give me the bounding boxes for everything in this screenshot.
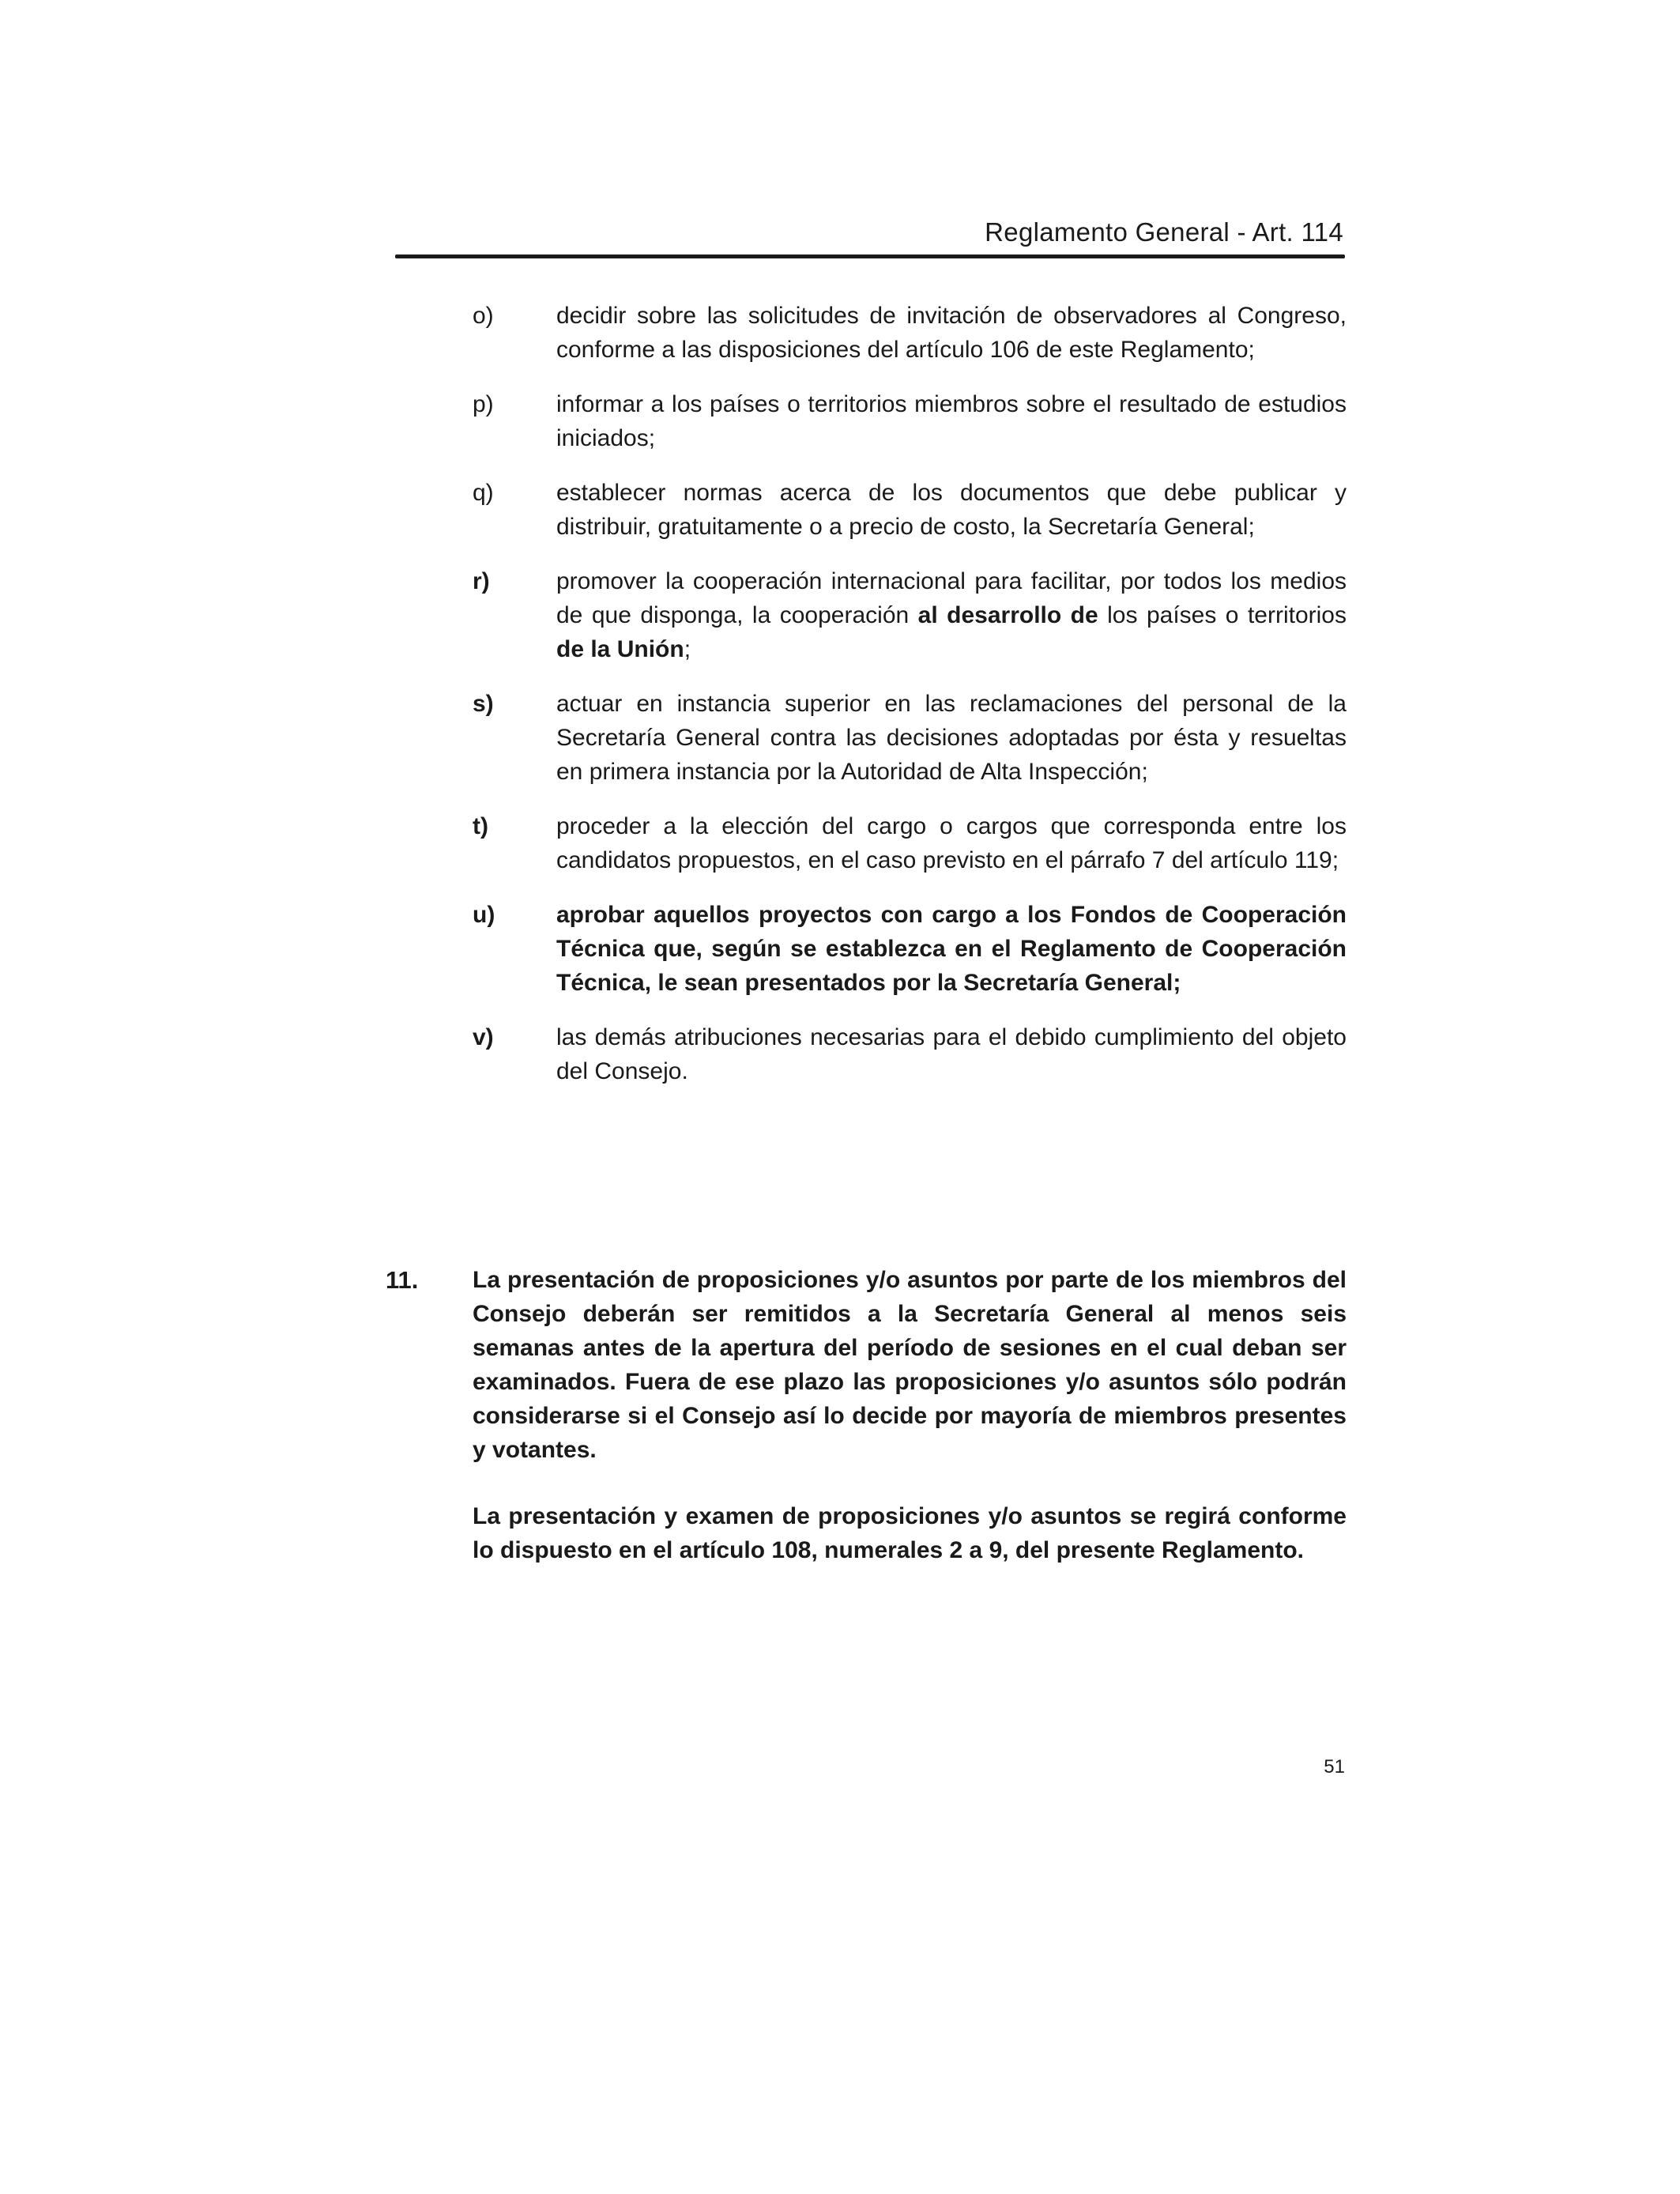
paragraph-number: 11. xyxy=(386,1266,419,1294)
item-letter: u) xyxy=(473,902,495,928)
item-text-part: ; xyxy=(684,636,691,662)
item-text: proceder a la elección del cargo o cargos que corresponda entre los candidatos propuestos, en el caso previsto en el párrafo 7 del artículo 119; xyxy=(556,813,1347,873)
item-text: informar a los países o territorios miembros sobre el resultado de estudios iniciados; xyxy=(556,391,1347,451)
list-item-t xyxy=(473,809,1347,877)
item-text: actuar en instancia superior en las reclamaciones del personal de la Secretaría General contra las decisiones adoptadas por ésta y resueltas en primera instancia por la Autoridad de Alta Inspección; xyxy=(556,691,1347,785)
page-number: 51 xyxy=(1324,1756,1345,1777)
item-list xyxy=(473,299,1347,1109)
item-text xyxy=(556,564,1347,666)
list-item-p xyxy=(473,387,1347,455)
list-item-v xyxy=(473,1020,1347,1088)
list-item-s xyxy=(473,687,1347,789)
item-text-emphasis: de la Unión xyxy=(556,636,684,662)
item-letter: s) xyxy=(473,691,494,717)
item-letter: o) xyxy=(473,303,494,329)
item-letter: t) xyxy=(473,813,488,839)
item-text-part: los países o territorios xyxy=(1098,602,1347,628)
list-item-r xyxy=(473,564,1347,666)
header-rule xyxy=(395,254,1345,258)
item-text: establecer normas acerca de los documentos que debe publicar y distribuir, gratuitamente o a precio de costo, la Secretaría General; xyxy=(556,480,1347,540)
list-item-o xyxy=(473,299,1347,367)
item-letter: v) xyxy=(473,1024,494,1050)
running-header: Reglamento General - Art. 114 xyxy=(985,217,1343,247)
item-text-part: promover la cooperación internacional para facilitar, por todos los medios de que disponga, la cooperación xyxy=(556,568,1347,628)
paragraph-text: La presentación y examen de proposiciones y/o asuntos se regirá conforme lo dispuesto en el artículo 108, numerales 2 a 9, del presente Reglamento. xyxy=(473,1503,1347,1563)
item-text: decidir sobre las solicitudes de invitación de observadores al Congreso, conforme a las disposiciones del artículo 106 de este Reglamento; xyxy=(556,303,1347,363)
item-letter: p) xyxy=(473,391,494,417)
item-letter: q) xyxy=(473,480,494,506)
paragraph-text: La presentación de proposiciones y/o asuntos por parte de los miembros del Consejo deberán ser remitidos a la Secretaría General al menos seis semanas antes de la apertura del período de sesiones en el cual deban ser examinados. Fuera de ese plazo las proposiciones y/o asuntos sólo podrán considerarse si el Consejo así lo decide por mayoría de miembros presentes y votantes. xyxy=(473,1267,1347,1463)
item-text: aprobar aquellos proyectos con cargo a los Fondos de Cooperación Técnica que, según se establezca en el Reglamento de Cooperación Técnica, le sean presentados por la Secretaría General; xyxy=(556,902,1347,996)
numbered-paragraph-11 xyxy=(386,1263,1347,1600)
list-item-u xyxy=(473,898,1347,1000)
list-item-q xyxy=(473,476,1347,544)
paragraph-body xyxy=(473,1263,1347,1567)
item-text: las demás atribuciones necesarias para el debido cumplimiento del objeto del Consejo. xyxy=(556,1024,1347,1084)
item-letter: r) xyxy=(473,568,490,594)
item-text-emphasis: al desarrollo de xyxy=(917,602,1098,628)
